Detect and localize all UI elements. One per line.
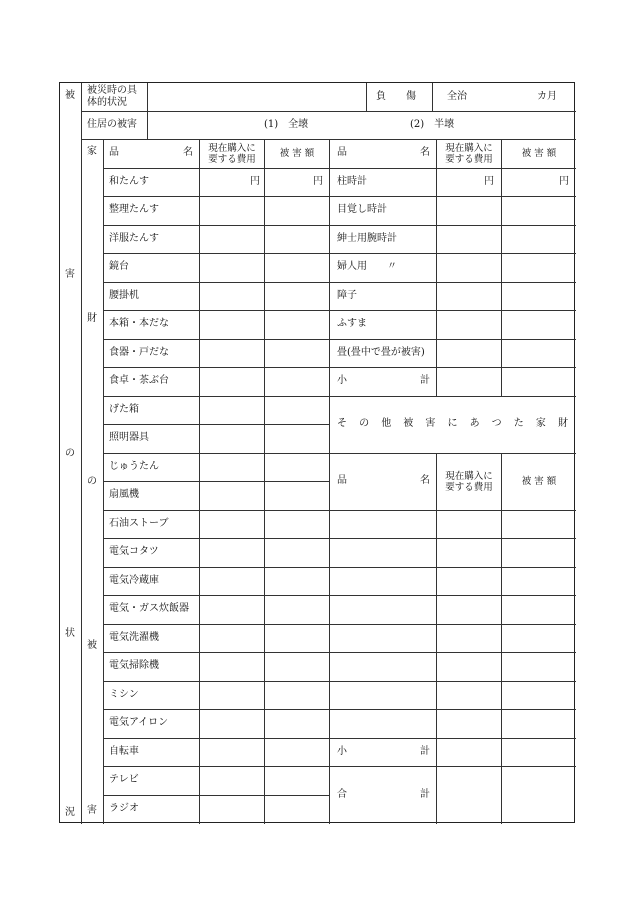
item-name: じゅうたん [109, 461, 159, 472]
rule [199, 139, 200, 824]
rule [329, 367, 576, 368]
total-char: 計 [420, 789, 430, 800]
rule [329, 282, 576, 283]
item-name: ラジオ [109, 803, 139, 814]
rule [329, 510, 576, 511]
rule [81, 83, 82, 824]
side-char: 況 [65, 807, 75, 818]
damage-header: 被 害 額 [521, 476, 557, 487]
house-damage-label: 住居の被害 [87, 119, 137, 130]
rule [329, 624, 576, 625]
header-char: 品 [337, 475, 347, 486]
cost-header-line: 現在購入に [208, 142, 256, 154]
damage-header: 被 害 額 [279, 148, 315, 159]
rule [103, 196, 329, 197]
item-name: 柱時計 [337, 176, 367, 187]
item-name: テレビ [109, 774, 139, 785]
subtotal-char: 計 [420, 746, 430, 757]
rule [103, 253, 329, 254]
katei-char: 財 [87, 313, 97, 324]
item-name: 和たんす [109, 176, 149, 187]
item-name: 腰掛机 [109, 290, 139, 301]
rule [147, 83, 148, 111]
total-label [337, 789, 430, 801]
title-char: あ [469, 418, 480, 429]
item-name: 障子 [337, 290, 357, 301]
situation-label: 体的状況 [87, 97, 127, 108]
damage-report-form [59, 82, 575, 823]
rule [103, 339, 329, 340]
item-name-header [109, 147, 193, 159]
injury-label: 負 傷 [376, 91, 416, 102]
cost-header [437, 139, 501, 168]
title-char: つ [491, 418, 502, 429]
header-char: 名 [183, 147, 193, 158]
yen-unit: 円 [484, 176, 494, 187]
item-name: 電気洗濯機 [109, 632, 159, 643]
item-name: 目覚し時計 [337, 204, 387, 215]
item-name: 食器・戸だな [109, 347, 169, 358]
item-name: 本箱・本だな [109, 318, 169, 329]
item-name: 電気アイロン [109, 717, 169, 728]
item-name: 食卓・茶ぶ台 [109, 375, 169, 386]
title-char: 害 [425, 418, 436, 429]
side-char: 状 [65, 628, 75, 639]
item-name: 電気・ガス炊飯器 [109, 603, 189, 614]
rule [329, 396, 576, 397]
item-name: 婦人用 〃 [337, 261, 397, 272]
rule [147, 111, 148, 139]
rule [81, 111, 576, 112]
rule [264, 139, 265, 824]
cost-header-line: 現在購入に [445, 142, 493, 154]
rule [103, 139, 104, 824]
rule [329, 595, 576, 596]
title-char: 他 [381, 418, 392, 429]
rule [366, 83, 367, 111]
cost-header-line: 要する費用 [445, 153, 493, 165]
subtotal-label [337, 746, 430, 758]
rule [103, 681, 329, 682]
rule [103, 481, 329, 482]
rule [329, 196, 576, 197]
subtotal-label [337, 375, 430, 387]
rule [103, 453, 329, 454]
item-name: 整理たんす [109, 204, 159, 215]
item-name: 電気コタツ [109, 546, 159, 557]
title-char: 被 [403, 418, 414, 429]
item-name: 自転車 [109, 746, 139, 757]
yen-unit: 円 [250, 176, 260, 187]
rule [432, 83, 433, 111]
total-char: 合 [337, 789, 347, 800]
rule [103, 510, 329, 511]
title-char: の [359, 418, 370, 429]
rule [103, 225, 329, 226]
item-name: ミシン [109, 689, 139, 700]
rule [501, 139, 502, 396]
rule [103, 624, 329, 625]
rule [103, 424, 329, 425]
rule [329, 567, 576, 568]
rule [329, 709, 576, 710]
rule [103, 168, 329, 169]
item-name-header [337, 475, 430, 487]
rule [103, 567, 329, 568]
rule [329, 253, 576, 254]
months-label: カ月 [537, 91, 557, 102]
yen-unit: 円 [559, 176, 569, 187]
item-name-header [337, 147, 430, 159]
katei-char: 害 [87, 805, 97, 816]
title-char: 財 [557, 418, 568, 429]
rule [329, 168, 576, 169]
rule [103, 595, 329, 596]
recovery-label: 全治 [447, 91, 467, 102]
option-total-collapse: (1) 全壊 [264, 119, 309, 130]
rule [103, 282, 329, 283]
rule [436, 139, 437, 396]
rule [103, 367, 329, 368]
subtotal-char: 小 [337, 746, 347, 757]
rule [329, 339, 576, 340]
situation-label: 被災時の具 [87, 85, 137, 96]
side-char: 被 [65, 90, 75, 101]
title-char: た [513, 418, 524, 429]
rule [329, 225, 576, 226]
rule [329, 139, 330, 824]
item-name: 洋服たんす [109, 233, 159, 244]
item-name: 石油ストーブ [109, 518, 169, 529]
rule [329, 310, 576, 311]
option-half-collapse: (2) 半壊 [410, 119, 455, 130]
cost-header-line: 要する費用 [208, 153, 256, 165]
header-char: 品 [337, 147, 347, 158]
rule [103, 766, 329, 767]
subtotal-char: 計 [420, 375, 430, 386]
rule [103, 396, 329, 397]
katei-char: 被 [87, 640, 97, 651]
cost-header-line: 現在購入に [445, 470, 493, 482]
header-char: 名 [420, 147, 430, 158]
katei-char: 家 [87, 146, 97, 157]
rule [329, 652, 576, 653]
item-name: 電気掃除機 [109, 660, 159, 671]
rule [103, 538, 329, 539]
item-name: 畳(畳中で畳が被害) [337, 347, 425, 358]
cost-header [200, 139, 264, 168]
rule [103, 709, 329, 710]
item-name: げた箱 [109, 404, 139, 415]
item-name: 紳士用腕時計 [337, 233, 397, 244]
title-char: そ [337, 418, 347, 429]
item-name: 扇風機 [109, 489, 139, 500]
item-name: 鏡台 [109, 261, 129, 272]
cost-header-line: 要する費用 [445, 481, 493, 493]
header-char: 名 [420, 475, 430, 486]
item-name: ふすま [337, 318, 367, 329]
other-items-title [337, 418, 568, 430]
rule [329, 681, 576, 682]
rule [103, 795, 329, 796]
damage-header: 被 害 額 [521, 148, 557, 159]
title-char: に [447, 418, 458, 429]
header-char: 品 [109, 147, 119, 158]
yen-unit: 円 [313, 176, 323, 187]
side-char: の [65, 448, 75, 459]
item-name: 照明器具 [109, 432, 149, 443]
rule [103, 310, 329, 311]
rule [329, 766, 576, 767]
rule [329, 738, 576, 739]
side-char: 害 [65, 269, 75, 280]
rule [329, 538, 576, 539]
title-char: 家 [535, 418, 546, 429]
subtotal-char: 小 [337, 375, 347, 386]
rule [103, 738, 329, 739]
katei-char: の [87, 476, 97, 487]
cost-header [437, 453, 501, 510]
rule [103, 652, 329, 653]
item-name: 電気冷蔵庫 [109, 575, 159, 586]
